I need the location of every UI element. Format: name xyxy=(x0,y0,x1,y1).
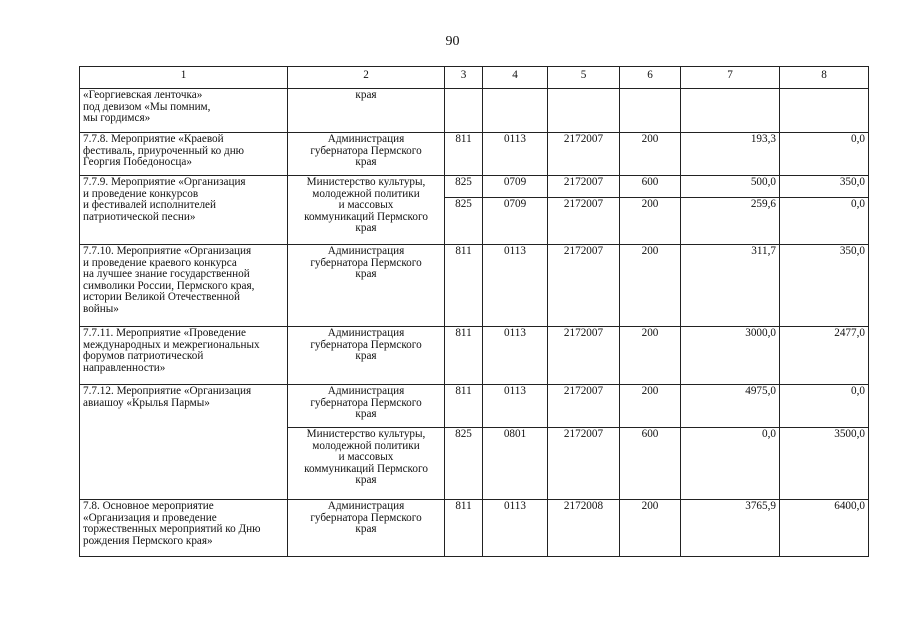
code-cell: 811 xyxy=(445,385,483,428)
header-cell: 8 xyxy=(780,67,869,89)
table-row xyxy=(80,176,869,198)
section-cell: 0709 xyxy=(483,176,548,198)
amount-cell: 2477,0 xyxy=(780,327,869,385)
expense-type-cell xyxy=(620,89,681,133)
amount-cell: 350,0 xyxy=(780,176,869,198)
header-cell: 2 xyxy=(288,67,445,89)
amount-cell: 0,0 xyxy=(681,428,780,500)
header-cell: 3 xyxy=(445,67,483,89)
activity-name-cell: 7.7.9. Мероприятие «Организация и проведение конкурсов и фестивалей исполнителей патриотической песни» xyxy=(80,176,288,245)
amount-cell: 4975,0 xyxy=(681,385,780,428)
code-cell: 825 xyxy=(445,198,483,245)
amount-cell: 6400,0 xyxy=(780,500,869,557)
activity-name-cell: 7.8. Основное мероприятие «Организация и проведение торжественных мероприятий ко Дню рождения Пермского края» xyxy=(80,500,288,557)
expense-type-cell: 600 xyxy=(620,176,681,198)
activity-name-cell: «Георгиевская ленточка» под девизом «Мы помним, мы гордимся» xyxy=(80,89,288,133)
amount-cell: 193,3 xyxy=(681,133,780,176)
code-cell xyxy=(445,89,483,133)
amount-cell: 0,0 xyxy=(780,385,869,428)
administrator-cell: Администрация губернатора Пермского края xyxy=(288,500,445,557)
expense-type-cell: 200 xyxy=(620,327,681,385)
section-cell: 0113 xyxy=(483,245,548,327)
header-cell: 4 xyxy=(483,67,548,89)
code-cell: 825 xyxy=(445,176,483,198)
table-row xyxy=(80,327,869,385)
target-item-cell: 2172007 xyxy=(548,176,620,198)
table-row xyxy=(80,500,869,557)
activity-name-cell: 7.7.8. Мероприятие «Краевой фестиваль, приуроченный ко дню Георгия Победоносца» xyxy=(80,133,288,176)
administrator-cell: Администрация губернатора Пермского края xyxy=(288,327,445,385)
table-row xyxy=(80,89,869,133)
budget-table xyxy=(79,66,869,557)
amount-cell: 311,7 xyxy=(681,245,780,327)
amount-cell: 0,0 xyxy=(780,133,869,176)
expense-type-cell: 200 xyxy=(620,385,681,428)
code-cell: 811 xyxy=(445,327,483,385)
table-header-row xyxy=(80,67,869,89)
page-number: 90 xyxy=(445,34,460,49)
section-cell: 0113 xyxy=(483,500,548,557)
target-item-cell: 2172007 xyxy=(548,198,620,245)
amount-cell xyxy=(681,89,780,133)
expense-type-cell: 600 xyxy=(620,428,681,500)
code-cell: 811 xyxy=(445,500,483,557)
activity-name-cell: 7.7.10. Мероприятие «Организация и проведение краевого конкурса на лучшее знание государственной символики России, Пермского края, истории Великой Отечественной войны» xyxy=(80,245,288,327)
target-item-cell xyxy=(548,89,620,133)
target-item-cell: 2172007 xyxy=(548,133,620,176)
header-cell: 6 xyxy=(620,67,681,89)
code-cell: 811 xyxy=(445,245,483,327)
administrator-cell: Администрация губернатора Пермского края xyxy=(288,133,445,176)
administrator-cell: Администрация губернатора Пермского края xyxy=(288,385,445,428)
administrator-cell: края xyxy=(288,89,445,133)
target-item-cell: 2172007 xyxy=(548,245,620,327)
administrator-cell: Министерство культуры, молодежной политики и массовых коммуникаций Пермского края xyxy=(288,428,445,500)
section-cell: 0113 xyxy=(483,133,548,176)
expense-type-cell: 200 xyxy=(620,245,681,327)
section-cell: 0801 xyxy=(483,428,548,500)
amount-cell: 3000,0 xyxy=(681,327,780,385)
amount-cell: 3500,0 xyxy=(780,428,869,500)
administrator-cell: Администрация губернатора Пермского края xyxy=(288,245,445,327)
section-cell: 0113 xyxy=(483,385,548,428)
target-item-cell: 2172007 xyxy=(548,385,620,428)
header-cell: 7 xyxy=(681,67,780,89)
expense-type-cell: 200 xyxy=(620,198,681,245)
expense-type-cell: 200 xyxy=(620,133,681,176)
target-item-cell: 2172007 xyxy=(548,428,620,500)
header-cell: 1 xyxy=(80,67,288,89)
amount-cell xyxy=(780,89,869,133)
section-cell xyxy=(483,89,548,133)
section-cell: 0709 xyxy=(483,198,548,245)
administrator-cell: Министерство культуры, молодежной политики и массовых коммуникаций Пермского края xyxy=(288,176,445,245)
target-item-cell: 2172007 xyxy=(548,327,620,385)
code-cell: 811 xyxy=(445,133,483,176)
amount-cell: 0,0 xyxy=(780,198,869,245)
amount-cell: 500,0 xyxy=(681,176,780,198)
expense-type-cell: 200 xyxy=(620,500,681,557)
activity-name-cell: 7.7.12. Мероприятие «Организация авиашоу «Крылья Пармы» xyxy=(80,385,288,500)
amount-cell: 3765,9 xyxy=(681,500,780,557)
target-item-cell: 2172008 xyxy=(548,500,620,557)
amount-cell: 259,6 xyxy=(681,198,780,245)
header-cell: 5 xyxy=(548,67,620,89)
code-cell: 825 xyxy=(445,428,483,500)
amount-cell: 350,0 xyxy=(780,245,869,327)
table-row xyxy=(80,245,869,327)
activity-name-cell: 7.7.11. Мероприятие «Проведение международных и межрегиональных форумов патриотической направленности» xyxy=(80,327,288,385)
table-row xyxy=(80,133,869,176)
section-cell: 0113 xyxy=(483,327,548,385)
table-row xyxy=(80,385,869,428)
